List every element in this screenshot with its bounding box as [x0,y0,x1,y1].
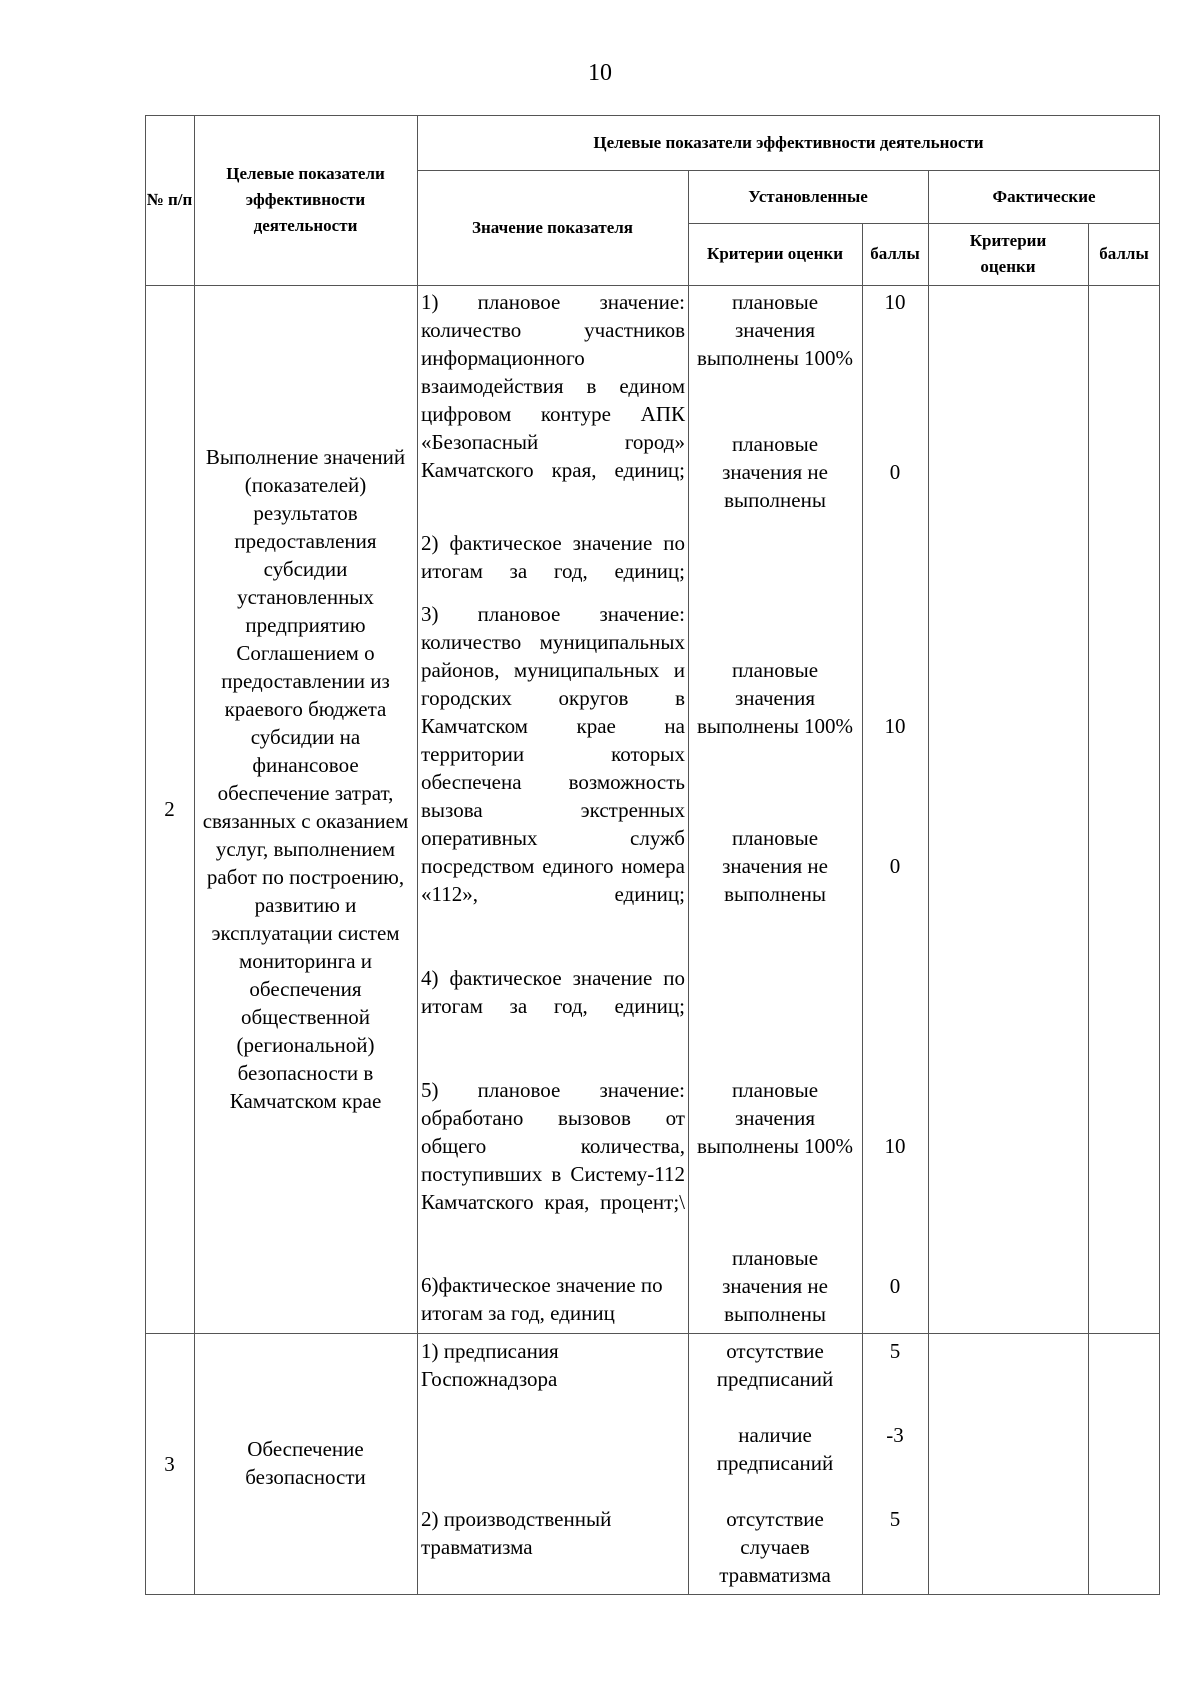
criteria-item: плановые значения не выполнены [722,1246,828,1326]
value-item: 1) предписания Госпожнадзора [421,1339,559,1391]
header-indicator: Целевые показатели эффективности деятельности [226,164,385,235]
value-item: 6)фактическое значение по итогам за год, единиц [421,1273,663,1325]
header-group-title: Целевые показатели эффективности деятельности [593,132,984,152]
points-item: 5 [889,1507,901,1531]
points-item: 10 [884,714,906,738]
points-item: 5 [889,1339,901,1363]
criteria-item: плановые значения выполнены 100% [696,1078,854,1158]
value-item: 4) фактическое значение по итогам за год, единиц; [421,966,685,1018]
header-actual: Фактические [992,186,1096,206]
value-item: 1) плановое значение: количество участников информационного взаимодействия в едином цифровом контуре АПК «Безопасный город» Камчатского края, единиц; [421,290,685,482]
row-indicator: Выполнение значений (показателей) результатов предоставления субсидии установленных предприятию Соглашением о предоставлении из краевого бюджета субсидии на финансовое обеспечение затрат, связанных с оказанием услуг, выполнением работ по построению, развитию и эксплуатации систем мониторинга и обеспечения общественной (региональной) безопасности в Камчатском крае [202,445,409,1113]
criteria-item: плановые значения выполнены 100% [696,290,854,370]
header-points-established: баллы [870,244,920,263]
indicators-table [145,115,1160,1595]
row-num: 2 [164,797,175,821]
header-num: № п/п [146,190,193,209]
value-item: 2) фактическое значение по итогам за год, единиц; [421,531,685,583]
header-criteria-established: Критерии оценки [707,244,843,263]
header-value: Значение показателя [472,217,633,237]
points-item: 0 [889,1274,901,1298]
header-established: Установленные [748,186,868,206]
points-item: 0 [889,854,901,878]
page-number: 10 [588,60,612,86]
value-item: 5) плановое значение: обработано вызовов от общего количества, поступивших в Систему-112 Камчатского края, процент;\ [421,1078,685,1214]
points-item: 10 [884,1134,906,1158]
points-item: -3 [886,1423,904,1447]
value-item: 2) производственный травматизма [421,1507,612,1559]
criteria-item: плановые значения выполнены 100% [696,658,854,738]
header-criteria-actual: Критерии оценки [969,231,1047,276]
criteria-item: отсутствие случаев травматизма [719,1507,831,1587]
header-points-actual: баллы [1099,244,1149,263]
value-item: 3) плановое значение: количество муниципальных районов, муниципальных и городских округов в Камчатском крае на территории которых обеспечена возможность вызова экстренных оперативных служб посредством единого номера «112», единиц; [421,602,685,906]
points-item: 10 [884,290,906,314]
criteria-item: наличие предписаний [716,1423,834,1475]
row-indicator: Обеспечение безопасности [245,1437,366,1489]
points-item: 0 [889,460,901,484]
row-num: 3 [164,1451,175,1476]
criteria-item: плановые значения не выполнены [722,432,828,512]
criteria-item: плановые значения не выполнены [722,826,828,906]
criteria-item: отсутствие предписаний [716,1339,834,1391]
